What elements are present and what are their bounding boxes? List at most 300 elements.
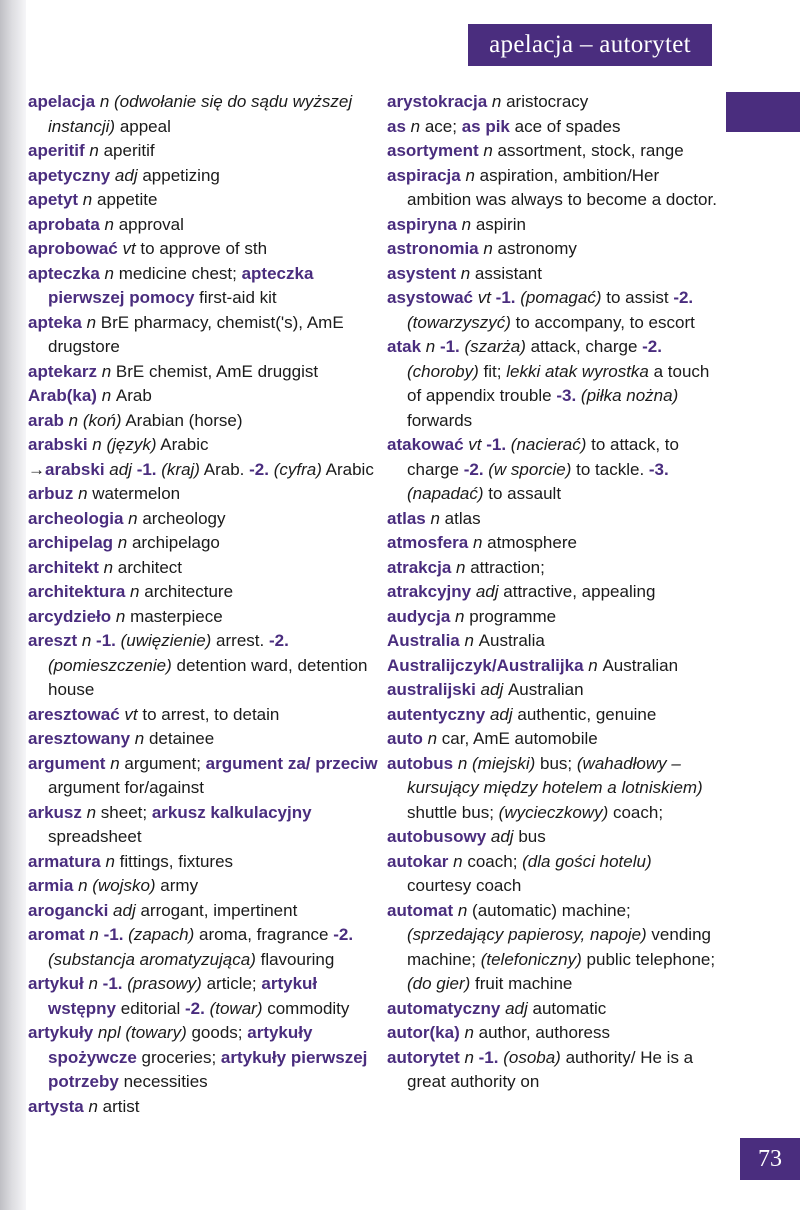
entry-gloss-italic: (uwięzienie) [115,631,212,650]
dictionary-entry [387,727,717,752]
entry-sense-number: -3. [648,459,669,479]
entry-text: bus; [535,753,577,773]
entry-gloss-italic: (sprzedający papierosy, napoje) [407,925,647,944]
entry-gloss-italic: (miejski) [472,753,536,773]
entry-sense-number: -2. [249,459,269,479]
entry-part-of-speech: n [99,214,119,234]
entry-text: sheet; [100,802,152,822]
dictionary-entry [28,850,380,875]
entry-sense-number: -1. [478,1047,499,1067]
entry-text: aperitif [103,141,155,160]
entry-headword: atakować [387,435,464,454]
entry-text: aristocracy [506,92,589,111]
dictionary-entry [28,311,380,360]
entry-part-of-speech: n [77,631,97,650]
entry-gloss-italic: lekki atak wyrostka [506,361,649,381]
dictionary-entry [28,801,380,850]
entry-text: astronomy [497,239,577,258]
entry-text: BrE pharmacy, chemist('s), AmE drugstore [48,312,344,356]
entry-text: spreadsheet [48,827,142,846]
entry-part-of-speech: n [421,337,440,356]
entry-gloss-italic: (koń) [82,410,122,430]
dictionary-entry [28,752,380,801]
entry-headword: autobusowy [387,827,487,846]
entry-part-of-speech: n [460,165,480,185]
entry-text: flavouring [255,949,335,969]
entry-text: arrogant, impertinent [140,900,298,920]
entry-sense-number: -1. [96,631,116,650]
entry-headword: armia [28,876,74,895]
entry-part-of-speech: vt [117,239,141,258]
dictionary-entry [28,703,380,728]
dictionary-entry [28,164,380,189]
entry-text: Australia [478,631,545,650]
entry-text: artist [102,1096,140,1116]
entry-text: (automatic) machine; [472,900,631,920]
dictionary-entry [387,262,717,287]
running-header-title: apelacja – autorytet [489,31,691,58]
entry-part-of-speech: n [83,974,103,993]
entry-text: editorial [116,998,186,1018]
entry-part-of-speech: n [113,533,132,552]
entry-text: BrE chemist, AmE druggist [115,361,319,381]
entry-headword: arcydzieło [28,606,112,626]
entry-headword: argument [28,753,106,773]
entry-part-of-speech: n [99,263,119,283]
entry-headword: armatura [28,851,101,871]
entry-gloss-italic: (towar) [204,998,263,1018]
entry-part-of-speech: adj [475,680,508,699]
dictionary-entry [387,90,717,115]
entry-text: bus [518,827,546,846]
entry-text: archipelago [131,533,220,552]
dictionary-entry [28,923,380,972]
entry-sense-number: -2. [673,288,694,307]
entry-headword: apetyczny [28,165,111,185]
dictionary-entry [387,1021,717,1046]
dictionary-entry [387,678,717,703]
entry-part-of-speech: vt [473,288,496,307]
dictionary-entry [387,115,717,140]
dictionary-entry [28,556,380,581]
entry-part-of-speech: n [96,386,116,405]
dictionary-entry [387,531,717,556]
entry-gloss-italic: (pomieszczenie) [48,655,172,675]
entry-text: car, AmE automobile [441,729,598,748]
entry-headword: artykuły pierwszej potrzeby [48,1047,368,1091]
entry-sense-number: -2. [333,925,354,944]
entry-part-of-speech: n [422,729,442,748]
entry-text: watermelon [92,484,181,503]
entry-text: archeology [142,508,226,528]
entry-text: commodity [262,998,350,1018]
entry-part-of-speech: npl [93,1023,126,1042]
entry-gloss-italic: (wycieczkowy) [498,802,609,822]
entry-headword: automat [387,900,454,920]
entry-headword: asystować [387,288,473,307]
dictionary-entry [28,899,380,924]
entry-text: coach; [467,851,523,871]
dictionary-entry [387,654,717,679]
entry-gloss-italic: (język) [106,435,157,454]
entry-sense-number: -1. [495,288,516,307]
entry-headword: arkusz kalkulacyjny [151,802,312,822]
entry-headword: architekt [28,557,99,577]
entry-sense-number: -3. [556,386,577,405]
entry-sense-number: -1. [103,925,124,944]
entry-text: author, authoress [478,1023,611,1042]
entry-headword: astronomia [387,239,479,258]
entry-text: courtesy coach [407,876,522,895]
entry-gloss-italic: (towarzyszyć) [407,312,511,332]
page-number-box [740,1138,800,1180]
entry-text: Arab. [199,459,250,479]
entry-headword: autorytet [387,1047,460,1067]
entry-text: to assault [483,484,562,503]
dictionary-entry [387,825,717,850]
thumb-index-tab [726,92,800,132]
entry-gloss-italic: (cyfra) [268,459,322,479]
entry-part-of-speech: adj [110,165,143,185]
entry-headword: as [387,116,406,136]
entry-text: to approve of sth [140,239,268,258]
dictionary-entry [387,850,717,899]
entry-gloss-italic: (nacierać) [506,435,587,454]
entry-gloss-italic: (prasowy) [122,974,202,993]
entry-headword: atrakcja [387,557,452,577]
entry-text: Arabic [156,435,209,454]
entry-text: shuttle bus; [407,802,499,822]
entry-text: architecture [144,582,234,601]
entry-headword: asystent [387,263,456,283]
entry-text: programme [469,606,557,626]
entry-part-of-speech: n [450,606,470,626]
entry-headword: aresztować [28,704,120,724]
entry-part-of-speech: n [478,239,498,258]
entry-text: aspirin [475,214,526,234]
entry-part-of-speech: adj [500,998,533,1018]
entry-text: to assist [601,288,674,307]
dictionary-entry [28,237,380,262]
entry-text: Arab [115,386,152,405]
entry-headword: arbuz [28,484,74,503]
left-column [28,90,380,1119]
entry-part-of-speech: n [98,557,118,577]
entry-headword: arystokracja [387,92,488,111]
entry-text: automatic [532,998,607,1018]
entry-text: coach; [608,802,664,822]
entry-headword: audycja [387,606,451,626]
dictionary-entry [387,703,717,728]
entry-text: authority/ He is a great authority on [407,1047,694,1091]
entry-part-of-speech: n [84,925,104,944]
entry-headword: artykuły spożywcze [48,1023,313,1067]
entry-text: fittings, fixtures [119,851,234,871]
entry-headword: Arab(ka) [28,386,97,405]
entry-sense-number: -2. [463,459,484,479]
dictionary-entry [28,360,380,385]
entry-text: goods; [186,1023,248,1042]
entry-text: appetite [96,190,158,209]
entry-headword: automatyczny [387,998,501,1018]
entry-gloss-italic: (do gier) [407,974,471,993]
entry-gloss-italic: (choroby) [407,361,479,381]
entry-text: ace; [424,116,462,136]
dictionary-entry [387,237,717,262]
entry-part-of-speech: n [73,876,93,895]
entry-headword: atrakcyjny [387,582,472,601]
entry-text: detention ward, detention house [48,655,368,699]
entry-gloss-italic: (piłka nożna) [576,386,679,405]
entry-sense-number: -1. [486,435,507,454]
dictionary-entry [28,1095,380,1120]
entry-headword: as pik [461,116,510,136]
dictionary-entry [387,752,717,826]
entry-headword: artysta [28,1096,84,1116]
dictionary-entry [28,629,380,703]
dictionary-entry [28,580,380,605]
entry-gloss-italic: (pomagać) [515,288,602,307]
entry-headword: areszt [28,631,78,650]
entry-text: Australian [507,680,584,699]
entry-part-of-speech: vt [119,704,143,724]
entry-part-of-speech: n [125,582,145,601]
entry-gloss-italic: (wahadłowy – kursujący między hotelem a lotniskiem) [407,753,703,797]
dictionary-entry [387,335,717,433]
entry-headword: atak [387,337,422,356]
entry-text: fruit machine [470,974,573,993]
entry-part-of-speech: n [96,361,116,381]
entry-headword: autor(ka) [387,1023,460,1042]
entry-headword: arab [28,410,64,430]
entry-text: authentic, genuine [517,704,657,724]
dictionary-entry [28,531,380,556]
entry-headword: asortyment [387,141,479,160]
entry-sense-number: -1. [439,337,460,356]
entry-text: atlas [444,508,481,528]
dictionary-entry [28,409,380,434]
entry-gloss-italic: (zapach) [123,925,195,944]
dictionary-entry [28,972,380,1021]
entry-headword: arabski [45,459,105,479]
dictionary-entry [28,90,380,139]
entry-headword: apteczka pierwszej pomocy [48,263,314,307]
entry-gloss-italic: (dla gości hotelu) [522,851,652,871]
dictionary-entry [28,482,380,507]
entry-gloss-italic: (substancja aromatyzująca) [48,949,256,969]
entry-part-of-speech: n [455,263,475,283]
entry-gloss-italic: (towary) [125,1023,187,1042]
entry-gloss-italic: (osoba) [498,1047,561,1067]
page-gutter-shadow [0,0,26,1210]
entry-sense-number: -1. [102,974,123,993]
entry-part-of-speech: adj [104,459,137,479]
entry-text: appeal [115,116,171,136]
dictionary-entry [28,213,380,238]
entry-part-of-speech: n [583,655,603,675]
entry-text: to arrest, to detain [142,704,280,724]
dictionary-entry [28,1021,380,1095]
entry-headword: arabski [28,435,88,454]
entry-part-of-speech: n [105,753,125,773]
cross-reference-arrow-icon: → [28,459,45,479]
entry-headword: aromat [28,925,85,944]
entry-part-of-speech: n [425,508,445,528]
entry-headword: argument za/ przeciw [205,753,378,773]
entry-part-of-speech: n [459,631,479,650]
dictionary-entry [387,1046,717,1095]
entry-part-of-speech: n [451,557,471,577]
entry-headword: autokar [387,851,449,871]
entry-text: article; [201,974,262,993]
entry-part-of-speech: n [84,141,104,160]
entry-headword: australijski [387,680,476,699]
dictionary-entry [28,727,380,752]
entry-text: medicine chest; [118,263,242,283]
entry-text: assistant [474,263,542,283]
entry-headword: auto [387,729,423,748]
entry-part-of-speech: n [487,92,507,111]
entry-headword: aprobować [28,239,118,258]
entry-text: masterpiece [130,606,223,626]
dictionary-entry [387,433,717,507]
entry-text: to tackle. [571,459,649,479]
dictionary-entry [28,874,380,899]
entry-text: necessities [118,1072,208,1091]
entry-headword: aspiryna [387,214,457,234]
dictionary-entry [28,605,380,630]
entry-gloss-italic: (odwołanie się do sądu wyższej instancji) [48,92,353,136]
entry-part-of-speech: vt [463,435,487,454]
dictionary-entry [387,213,717,238]
entry-text: Australian [602,655,679,675]
dictionary-entry [387,556,717,581]
entry-gloss-italic: (wojsko) [92,876,156,895]
entry-text: appetizing [142,165,220,185]
entry-part-of-speech: n [81,312,101,332]
entry-text: groceries; [136,1047,221,1067]
entry-part-of-speech: n [478,141,498,160]
entry-headword: autobus [387,753,454,773]
entry-headword: aspiracja [387,165,461,185]
entry-part-of-speech: n [456,214,476,234]
entry-headword: Australia [387,631,460,650]
entry-gloss-italic: (telefoniczny) [480,949,582,969]
running-header [468,24,712,66]
entry-headword: atlas [387,508,426,528]
entry-headword: archeologia [28,508,124,528]
entry-headword: archipelag [28,533,114,552]
entry-headword: artykuł [28,974,84,993]
entry-part-of-speech: adj [471,582,504,601]
dictionary-entry [387,605,717,630]
entry-part-of-speech: n [459,1023,479,1042]
dictionary-entry [387,580,717,605]
dictionary-entry [28,139,380,164]
entry-text: attack, charge [525,337,643,356]
entry-part-of-speech: n [468,533,488,552]
entry-part-of-speech: n [87,435,107,454]
entry-sense-number: -1. [136,459,157,479]
entry-headword: arkusz [28,802,82,822]
entry-text: Arabian (horse) [121,410,243,430]
entry-text: architect [117,557,183,577]
entry-headword: aprobata [28,214,100,234]
entry-gloss-italic: (szarża) [459,337,526,356]
entry-part-of-speech: n [73,484,93,503]
entry-headword: apetyt [28,190,79,209]
entry-part-of-speech: n [405,116,425,136]
entry-part-of-speech: n [453,900,473,920]
entry-headword: autentyczny [387,704,486,724]
entry-text: attraction; [470,557,545,577]
entry-text: fit; [478,361,507,381]
entry-headword: apteczka [28,263,100,283]
dictionary-entry [387,899,717,997]
entry-part-of-speech: n [95,92,115,111]
dictionary-entry [387,507,717,532]
entry-part-of-speech: adj [108,900,141,920]
entry-text: forwards [407,410,473,430]
entry-part-of-speech: n [130,729,149,748]
entry-text: atmosphere [487,533,577,552]
entry-headword: architektura [28,582,126,601]
entry-headword: aperitif [28,141,85,160]
dictionary-entry [387,286,717,335]
entry-part-of-speech: n [78,190,97,209]
dictionary-entry [28,384,380,409]
entry-part-of-speech: n [459,1047,479,1067]
entry-sense-number: -2. [642,337,662,356]
entry-headword: atmosfera [387,533,469,552]
entry-part-of-speech: n [81,802,101,822]
entry-headword: apelacja [28,92,96,111]
entry-text: Arabic [321,459,374,479]
entry-part-of-speech: n [111,606,131,626]
entry-headword: artykuły [28,1023,94,1042]
entry-part-of-speech: n [83,1096,103,1116]
dictionary-entry [28,507,380,532]
dictionary-entry [387,629,717,654]
entry-gloss-italic: (w sporcie) [483,459,572,479]
entry-headword: artykuł wstępny [48,974,318,1018]
entry-text: first-aid kit [194,288,277,307]
dictionary-entry [28,458,380,483]
entry-text: aspiration, ambition/Her ambition was always to become a doctor. [407,165,717,209]
entry-text: assortment, stock, range [497,141,684,160]
entry-gloss-italic: (kraj) [156,459,200,479]
dictionary-entry [28,262,380,311]
entry-part-of-speech: n [63,410,83,430]
page-number: 73 [758,1145,782,1172]
entry-headword: Australijczyk/Australijka [387,655,584,675]
entry-text: approval [118,214,184,234]
entry-text: to accompany, to escort [510,312,695,332]
entry-text: to attack, to charge [407,435,679,479]
dictionary-entry [387,139,717,164]
entry-part-of-speech: n [123,508,143,528]
dictionary-entry [387,997,717,1022]
entry-headword: aresztowany [28,729,131,748]
entry-text: army [155,876,199,895]
entry-text: aroma, fragrance [194,925,334,944]
entry-part-of-speech: adj [485,704,518,724]
entry-text: argument; [124,753,206,773]
entry-part-of-speech: n [448,851,468,871]
entry-text: ace of spades [509,116,621,136]
right-column [387,90,717,1095]
dictionary-entry [28,188,380,213]
